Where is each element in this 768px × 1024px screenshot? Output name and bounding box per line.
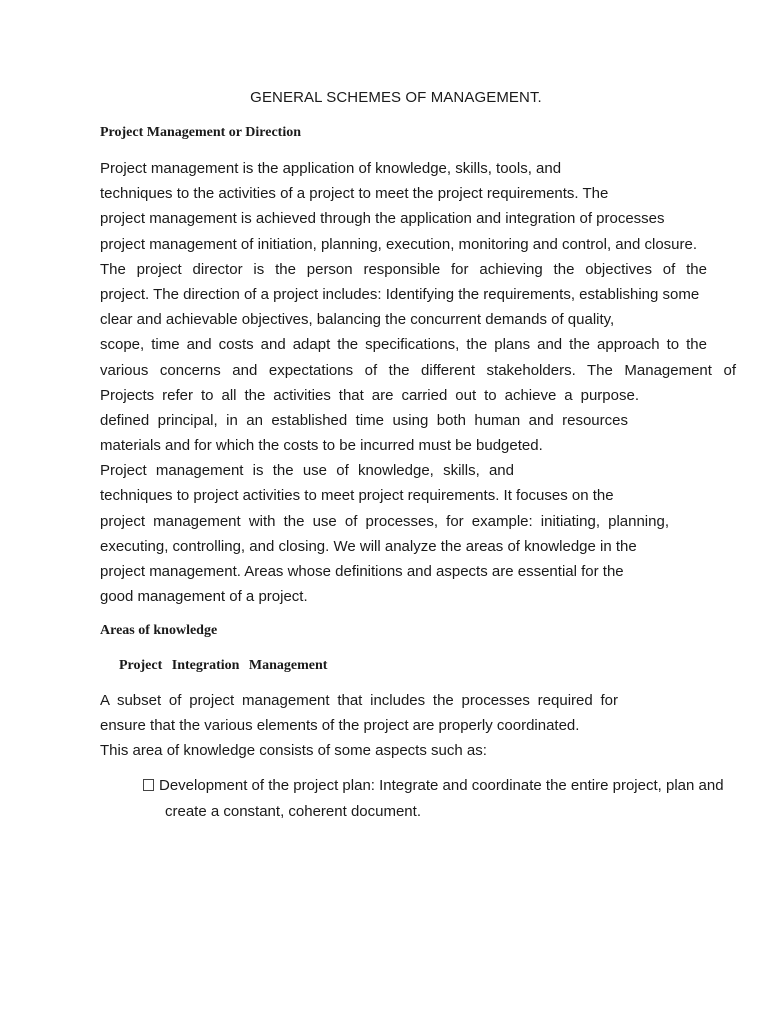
paragraph-line: A subset of project management that includes the processes required for	[100, 692, 618, 709]
paragraph-line: scope, time and costs and adapt the specifications, the plans and the approach to the	[100, 336, 707, 354]
paragraph-line: ensure that the various elements of the project are properly coordinated.	[100, 717, 580, 735]
paragraph-line: clear and achievable objectives, balancing the concurrent demands of quality,	[100, 311, 615, 329]
section1-body	[100, 156, 736, 609]
paragraph-line: project management. Areas whose definitions and aspects are essential for the	[100, 563, 624, 580]
paragraph-line: project management with the use of processes, for example: initiating, planning,	[100, 512, 669, 530]
paragraph-line: Project management is the application of knowledge, skills, tools, and	[100, 160, 562, 177]
paragraph-line: project. The direction of a project includes: Identifying the requirements, establishing some	[100, 285, 700, 303]
checkbox-bullet-icon	[143, 779, 154, 791]
paragraph-line: techniques to project activities to meet project requirements. It focuses on the	[100, 487, 614, 505]
paragraph-line: project management of initiation, planning, execution, monitoring and control, and closure.	[100, 235, 698, 253]
paragraph-line: techniques to the activities of a project to meet the project requirements. The	[100, 185, 609, 203]
bullet-text: Development of the project plan: Integrate and coordinate the entire project, plan and	[159, 777, 724, 794]
subsection-heading-integration-management: Project Integration Management	[119, 658, 328, 673]
section-heading-project-management: Project Management or Direction	[100, 125, 301, 140]
paragraph-line: project management is achieved through the application and integration of processes	[100, 210, 665, 228]
bullet-continuation: create a constant, coherent document.	[165, 803, 421, 820]
section-heading-areas-of-knowledge: Areas of knowledge	[100, 623, 218, 638]
bullet-line	[143, 773, 724, 799]
paragraph-line: executing, controlling, and closing. We will analyze the areas of knowledge in the	[100, 537, 637, 555]
paragraph-line: materials and for which the costs to be incurred must be budgeted.	[100, 437, 543, 455]
document-title: GENERAL SCHEMES OF MANAGEMENT.	[250, 89, 542, 106]
paragraph-line: Project management is the use of knowledge, skills, and	[100, 462, 514, 480]
paragraph-line: Projects refer to all the activities that are carried out to achieve a purpose.	[100, 386, 639, 404]
section2-body	[100, 688, 618, 764]
paragraph-line: defined principal, in an established time using both human and resources	[100, 411, 628, 429]
bullet-list-item	[143, 773, 724, 825]
paragraph-line: various concerns and expectations of the different stakeholders. The Management of	[100, 361, 736, 379]
paragraph-line: good management of a project.	[100, 588, 308, 606]
paragraph-line: This area of knowledge consists of some aspects such as:	[100, 742, 487, 760]
paragraph-line: The project director is the person responsible for achieving the objectives of the	[100, 260, 707, 278]
